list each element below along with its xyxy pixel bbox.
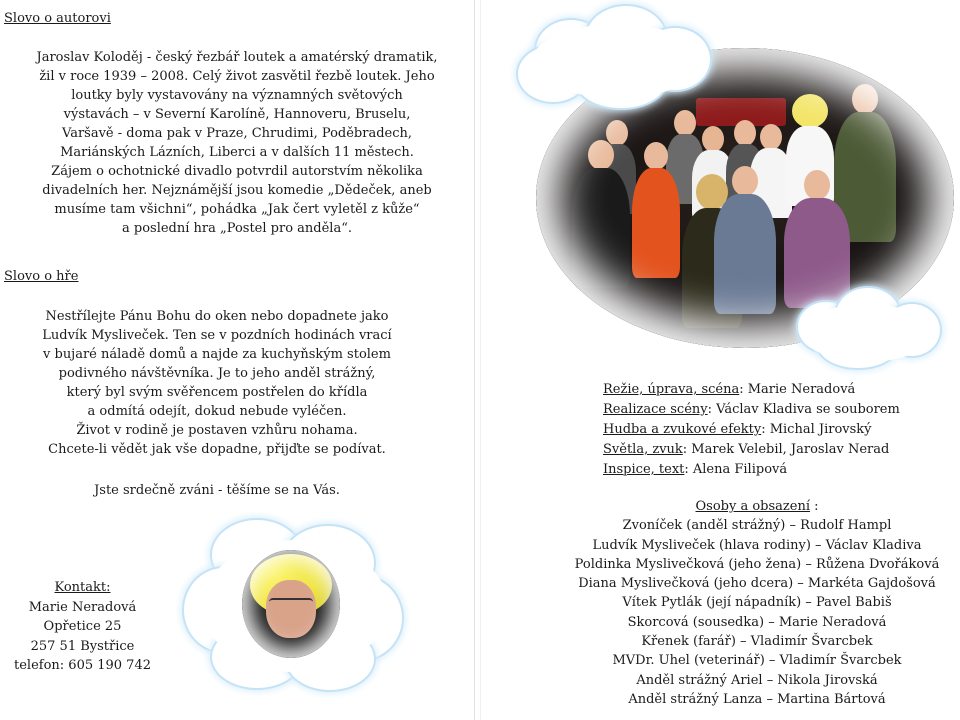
contact-street: Opřetice 25 [43, 619, 122, 634]
play-text-line: Nestřílejte Pánu Bohu do oken nebo dopadnete jako [45, 309, 389, 324]
author-text-line: Jaroslav Koloděj - český řezbář loutek a amatérský dramatik, [36, 50, 438, 65]
author-heading: Slovo o autorovi [4, 11, 111, 26]
credit-name: : Marie Neradová [739, 382, 856, 397]
cast-entry: Ludvík Mysliveček (hlava rodiny) – Václav Kladiva [592, 537, 922, 553]
contact-city: 257 51 Bystřice [30, 638, 135, 654]
author-text-line: a poslední hra „Postel pro anděla“. [122, 221, 352, 236]
credit-role: Inspice, text [603, 462, 685, 477]
author-text-line: divadelních her. Nejznámější jsou komedie „Dědeček, aneb [42, 183, 432, 198]
cloud-decoration-bottom [788, 286, 944, 370]
page-fold [474, 0, 475, 720]
contact-phone: telefon: 605 190 742 [14, 658, 151, 673]
credit-name: : Alena Filipová [684, 462, 788, 477]
credit-name: : Václav Kladiva se souborem [707, 402, 900, 417]
cast-entry: Zvoníček (anděl strážný) – Rudolf Hampl [622, 518, 892, 534]
cast-entry: MVDr. Uhel (veterinář) – Vladimír Švarcbek [612, 653, 902, 669]
cast-heading-suffix: : [809, 499, 819, 514]
play-text-line: podivného návštěvníka. Je to jeho anděl strážný, [58, 366, 376, 381]
credit-role: Režie, úprava, scéna [603, 382, 740, 397]
contact-name: Marie Neradová [28, 599, 137, 615]
author-paragraph [0, 48, 474, 238]
cast-heading: Osoby a obsazení [695, 499, 810, 514]
page-fold-shadow [480, 0, 481, 720]
author-text-line: Varšavě - doma pak v Praze, Chrudimi, Poděbradech, [62, 126, 412, 141]
play-heading: Slovo o hře [4, 269, 79, 284]
play-paragraph [0, 307, 434, 459]
credit-name: : Marek Velebil, Jaroslav Nerad [682, 442, 890, 457]
author-text-line: žil v roce 1939 – 2008. Celý život zasvětil řezbě loutek. Jeho [39, 69, 435, 84]
credit-role: Světla, zvuk [603, 442, 683, 457]
play-text-line: Chcete-li vědět jak vše dopadne, přijďte se podívat. [48, 442, 386, 457]
author-text-line: loutky byly vystavovány na významných světových [71, 88, 403, 103]
cast-list [555, 497, 959, 709]
cloud-decoration-top [516, 6, 714, 110]
play-text-line: který byl svým svěřencem postřelen do křídla [66, 385, 368, 400]
contact-block [10, 578, 155, 676]
cast-entry: Poldinka Myslivečková (jeho žena) – Růžena Dvořáková [574, 556, 940, 572]
cast-entry: Vítek Pytlák (její nápadník) – Pavel Babiš [622, 595, 892, 611]
credit-row [603, 440, 900, 460]
play-text-line: v bujaré náladě domů a najde za kuchyňským stolem [43, 347, 391, 362]
credit-row [603, 420, 900, 440]
cast-entry: Anděl strážný Lanza – Martina Bártová [628, 691, 886, 707]
credit-role: Realizace scény [603, 402, 708, 417]
play-text-line: Život v rodině je postaven vzhůru nohama. [76, 423, 358, 438]
contact-heading: Kontakt: [54, 580, 111, 595]
play-text-line: Ludvík Mysliveček. Ten se v pozdních hodinách vrací [42, 328, 392, 343]
cast-entry: Křenek (farář) – Vladimír Švarcbek [641, 634, 873, 650]
cast-entry: Skorcová (sousedka) – Marie Neradová [627, 614, 887, 630]
author-text-line: musíme tam všichni“, pohádka „Jak čert vyletěl z kůže“ [54, 202, 420, 217]
credit-row [603, 400, 900, 420]
author-text-line: Mariánských Lázních, Liberci a v dalších 11 městech. [60, 145, 414, 160]
credit-row [603, 380, 900, 400]
credit-role: Hudba a zvukové efekty [603, 422, 762, 437]
credit-name: : Michal Jirovský [761, 422, 872, 437]
cast-entry: Anděl strážný Ariel – Nikola Jirovská [636, 672, 878, 688]
credits-list [603, 380, 900, 480]
credit-row [603, 460, 900, 480]
play-text-line: a odmítá odejít, dokud nebude vyléčen. [87, 404, 347, 419]
invitation-text: Jste srdečně zváni - těšíme se na Vás. [94, 483, 340, 498]
author-text-line: výstavách – v Severní Karolíně, Hannoveru, Bruselu, [63, 107, 411, 122]
cast-entry: Diana Myslivečková (jeho dcera) – Markéta Gajdošová [578, 576, 936, 592]
author-text-line: Zájem o ochotnické divadlo potvrdil autorstvím několika [51, 164, 423, 179]
portrait-photo [242, 550, 340, 658]
